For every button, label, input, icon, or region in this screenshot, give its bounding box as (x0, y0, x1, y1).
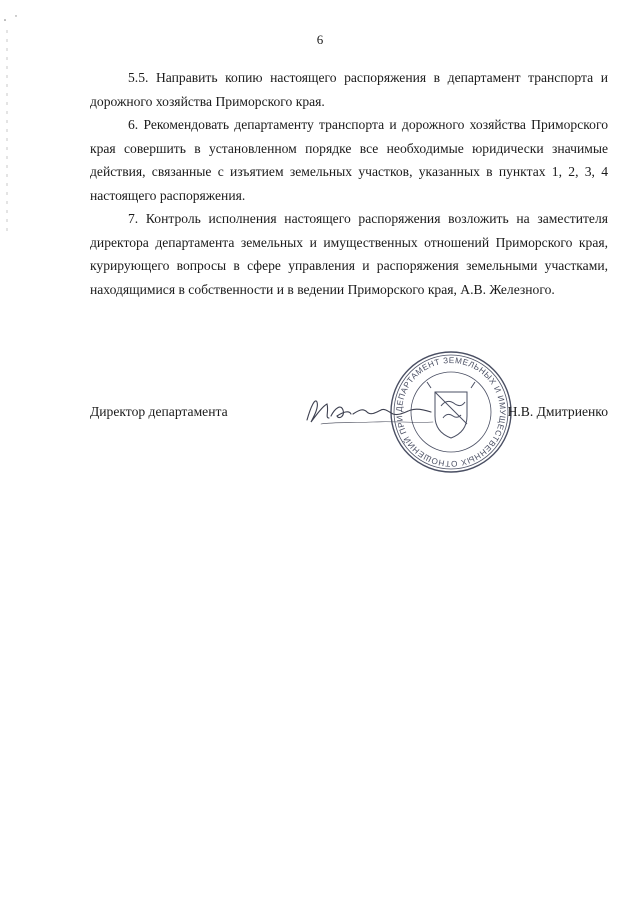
paragraph-5-5: 5.5. Направить копию настоящего распоряжения в департамент транспорта и дорожного хозяйства Приморского края. (90, 70, 608, 109)
signature-block (90, 404, 608, 424)
paragraph-7: 7. Контроль исполнения настоящего распоряжения возложить на заместителя директора департамента земельных и имущественных отношений Приморского края, курирующего вопросы в сфере управления и распоряжения земельными участками, находящимися в собственности и в ведении Приморского края, А.В. Железного. (90, 211, 608, 297)
signatory-title: Директор департамента (90, 404, 228, 419)
signatory-name: Н.В. Дмитриенко (507, 404, 608, 419)
page-number: 6 (316, 32, 324, 47)
document-body (90, 66, 608, 301)
scan-edge-marks (2, 8, 18, 238)
seal-ring-text: ДЕПАРТАМЕНТ ЗЕМЕЛЬНЫХ И ИМУЩЕСТВЕННЫХ ОТНОШЕНИЙ ПРИ (394, 355, 508, 469)
paragraph-6: 6. Рекомендовать департаменту транспорта и дорожного хозяйства Приморского края совершить в установленном порядке все необходимые юридически значимые действия, связанные с изъятием земельных участков, указанных в пунктах 1, 2, 3, 4 настоящего распоряжения. (90, 117, 608, 203)
